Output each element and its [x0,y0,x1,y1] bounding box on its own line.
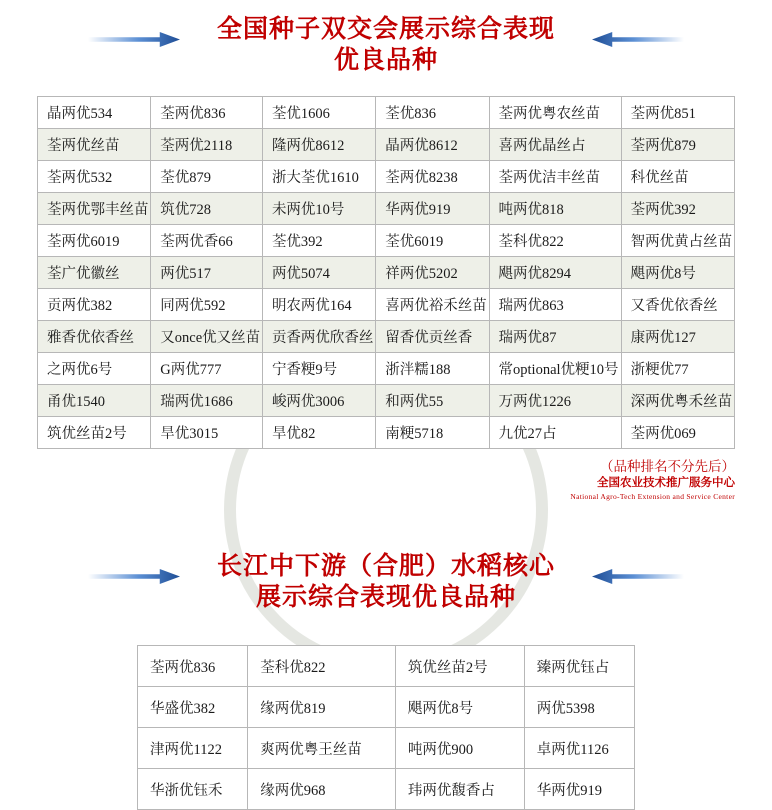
table-row [38,97,735,129]
organization-name-cn: 全国农业技术推广服务中心 [597,477,735,489]
table-cell: 臻两优钰占 [524,646,634,687]
table-cell: 旱优82 [262,417,375,449]
table-cell: 荃优836 [376,97,489,129]
table-cell: 筑优丝苗2号 [38,417,151,449]
section1-title-line2: 优良品种 [333,47,438,74]
table-cell: 科优丝苗 [621,161,734,193]
table-cell: 玮两优馥香占 [395,769,524,810]
section2-title-block [0,537,772,619]
table-cell: G两优777 [151,353,263,385]
table-cell: 荃两优069 [621,417,734,449]
table-cell: 浙大荃优1610 [262,161,375,193]
table-cell: 瑞两优1686 [151,385,263,417]
variety-table-yangtze [137,645,635,810]
table-cell: 荃两优392 [621,193,734,225]
table-cell: 宁香粳9号 [262,353,375,385]
table-cell: 两优517 [151,257,263,289]
table-cell: 晶两优8612 [376,129,489,161]
table-cell: 荃两优836 [151,97,263,129]
footnote-block [37,455,735,503]
table-cell: 华浙优钰禾 [138,769,248,810]
table-cell: 缘两优968 [248,769,396,810]
table-row [38,225,735,257]
table-cell: 贡香两优欣香丝 [262,321,375,353]
section-spacer [0,503,772,537]
table-cell: 浙泮糯188 [376,353,489,385]
table-cell: 荃两优851 [621,97,734,129]
table-cell: 华两优919 [376,193,489,225]
table-cell: 卓两优1126 [524,728,634,769]
table-cell: 又once优又丝苗 [151,321,263,353]
table-cell: 荃优6019 [376,225,489,257]
table-cell: 华两优919 [524,769,634,810]
table-cell: 荃两优香66 [151,225,263,257]
table-cell: 未两优10号 [262,193,375,225]
table-cell: 雅香优依香丝 [38,321,151,353]
table-cell: 万两优1226 [489,385,621,417]
table-row [38,353,735,385]
table-cell: 智两优黄占丝苗 [621,225,734,257]
table-cell: 爽两优粤王丝苗 [248,728,396,769]
table-row [38,417,735,449]
table-row [138,728,635,769]
table-cell: 荃两优2118 [151,129,263,161]
table-cell: 深两优粤禾丝苗 [621,385,734,417]
table-cell: 康两优127 [621,321,734,353]
section2-title-line2: 展示综合表现优良品种 [255,584,516,611]
table-cell: 飓两优8号 [395,687,524,728]
table-cell: 旱优3015 [151,417,263,449]
table-row [38,385,735,417]
table-row [138,687,635,728]
table-cell: 荃两优粤农丝苗 [489,97,621,129]
table-cell: 瑞两优863 [489,289,621,321]
table-cell: 又香优依香丝 [621,289,734,321]
table-cell: 吨两优900 [395,728,524,769]
table-cell: 贡两优382 [38,289,151,321]
table-cell: 同两优592 [151,289,263,321]
table-cell: 喜两优晶丝占 [489,129,621,161]
organization-name [37,477,735,503]
table-cell: 荃科优822 [248,646,396,687]
table-cell: 甬优1540 [38,385,151,417]
table-cell: 津两优1122 [138,728,248,769]
table-cell: 缘两优819 [248,687,396,728]
table-cell: 荃两优洁丰丝苗 [489,161,621,193]
table-cell: 荃两优丝苗 [38,129,151,161]
table-row [38,321,735,353]
table-cell: 荃广优徽丝 [38,257,151,289]
section1-title-line1: 全国种子双交会展示综合表现 [216,16,555,43]
table-cell: 荃两优836 [138,646,248,687]
table-cell: 晶两优534 [38,97,151,129]
table-cell: 荃优879 [151,161,263,193]
table-cell: 两优5074 [262,257,375,289]
table-cell: 荃科优822 [489,225,621,257]
table-row [38,257,735,289]
table-cell: 荃优1606 [262,97,375,129]
table-row [138,646,635,687]
section1-title-block [0,0,772,82]
table-row [38,289,735,321]
table-cell: 之两优6号 [38,353,151,385]
table-row [38,161,735,193]
table-cell: 荃优392 [262,225,375,257]
table-cell: 两优5398 [524,687,634,728]
section2-title-line1: 长江中下游（合肥）水稻核心 [216,553,555,580]
table-cell: 飓两优8号 [621,257,734,289]
table-cell: 筑优728 [151,193,263,225]
table-row [38,193,735,225]
table-cell: 南粳5718 [376,417,489,449]
table-cell: 浙粳优77 [621,353,734,385]
table-row [138,769,635,810]
table-cell: 九优27占 [489,417,621,449]
table-cell: 飓两优8294 [489,257,621,289]
table-cell: 留香优贡丝香 [376,321,489,353]
table-cell: 喜两优裕禾丝苗 [376,289,489,321]
table-cell: 和两优55 [376,385,489,417]
table-cell: 荃两优鄂丰丝苗 [38,193,151,225]
table-cell: 华盛优382 [138,687,248,728]
table-cell: 荃两优6019 [38,225,151,257]
table-cell: 祥两优5202 [376,257,489,289]
ranking-note: （品种排名不分先后） [600,459,735,474]
table-cell: 隆两优8612 [262,129,375,161]
organization-name-en: National Agro-Tech Extension and Service Center [570,492,735,501]
table-row [38,129,735,161]
table-cell: 荃两优8238 [376,161,489,193]
variety-table-national [37,96,735,449]
table-cell: 筑优丝苗2号 [395,646,524,687]
table-cell: 瑞两优87 [489,321,621,353]
table-cell: 荃两优879 [621,129,734,161]
table-cell: 吨两优818 [489,193,621,225]
table-cell: 常optional优粳10号 [489,353,621,385]
table-cell: 荃两优532 [38,161,151,193]
table-cell: 峻两优3006 [262,385,375,417]
table-cell: 明农两优164 [262,289,375,321]
